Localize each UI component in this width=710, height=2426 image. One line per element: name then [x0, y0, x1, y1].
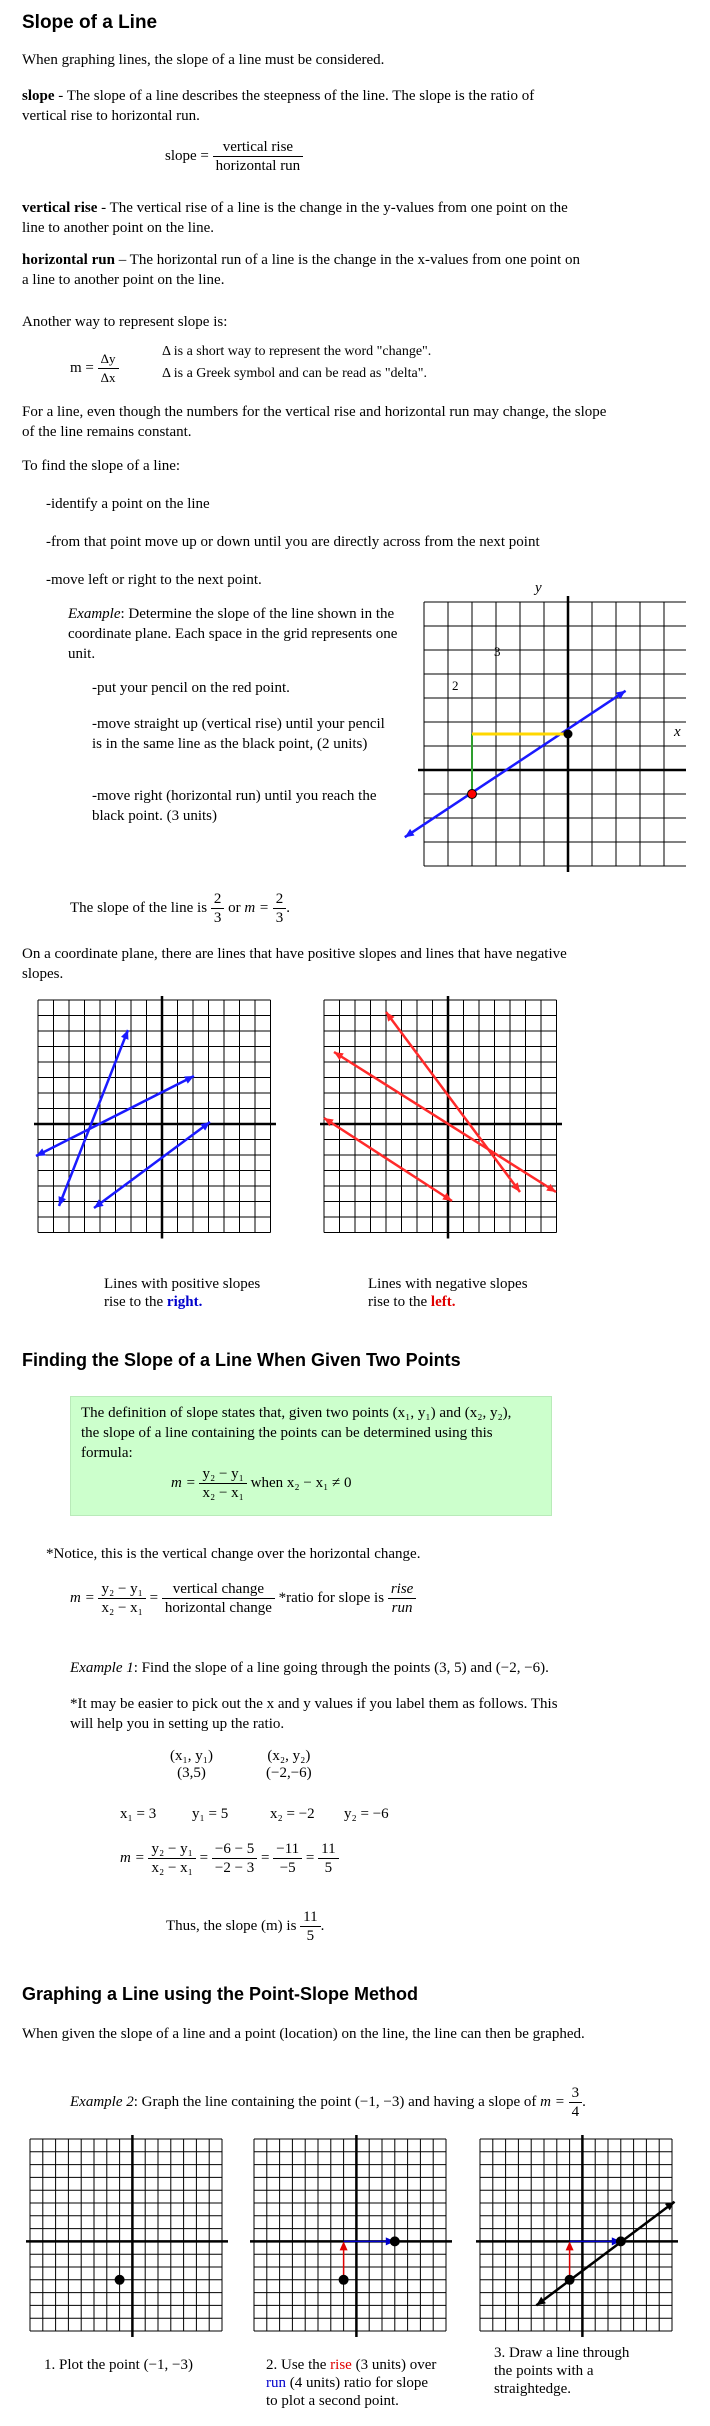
positive-slopes-graph	[34, 996, 276, 1246]
point-slope-intro: When given the slope of a line and a point (location) on the line, the line can then be graphed.	[22, 2026, 585, 2042]
computation-f4-den: 5	[324, 1860, 333, 1876]
ratio-den2: horizontal change	[164, 1600, 272, 1616]
example-label: Example	[68, 606, 121, 622]
computation-f2-num: −6 − 5	[212, 1840, 257, 1859]
step2-given-point	[339, 2275, 349, 2285]
constant-note: For a line, even though the numbers for the vertical rise and horizontal run may change, the slope of the line remains constant.	[22, 404, 607, 440]
y1-value: y₁ = 5	[192, 1806, 229, 1822]
step2-caption-rise: rise	[330, 2357, 352, 2373]
vertical-rise-text: - The vertical rise of a line is the change in the y-values from one point on the line to another point on the line.	[22, 200, 568, 236]
example-step-1: -put your pencil on the red point.	[92, 680, 290, 696]
step2-graph	[250, 2135, 452, 2337]
slope-formula-lhs: slope =	[165, 147, 209, 164]
ratio-num1: y₂ − y₁	[98, 1580, 145, 1599]
ratio-formula	[70, 1580, 416, 1617]
ratio-run: run	[388, 1598, 417, 1617]
negative-caption-prefix: rise to the	[368, 1294, 428, 1310]
page-title: Slope of a Line	[22, 12, 158, 33]
example1-problem: : Find the slope of a line going through the points (3, 5) and (−2, −6).	[133, 1660, 549, 1676]
positive-caption	[104, 1275, 260, 1311]
negative-caption-word: left.	[430, 1294, 456, 1310]
definition-line1: The definition of slope states that, given two points (x₁, y₁) and (x₂, y₂),	[81, 1405, 512, 1421]
example1-text	[70, 1658, 549, 1678]
example-step-2: -move straight up (vertical rise) until your pencil is in the same line as the black point, (2 units)	[92, 716, 385, 752]
example1-computation: m = $\frac{\text{y₂ − y₁}}{\text{x₂ − x₁}}$ = $\frac{-6 - 5}{-2 - 3}$ = $\frac{-11}{-5}$ = $\frac{11}{5}$	[120, 1840, 339, 1877]
example-x-axis-label: x	[674, 724, 681, 740]
slope-formula-numerator: vertical rise	[213, 138, 304, 157]
slope-result	[70, 890, 290, 927]
computation-f4-num: 11	[318, 1840, 338, 1859]
computation-m: m =	[120, 1849, 145, 1866]
example1-result: Thus, the slope (m) is $\frac{11}{5}$ .	[166, 1909, 325, 1944]
delta-formula-lhs: m =	[70, 359, 94, 376]
y2-value: y₂ = −6	[344, 1806, 389, 1822]
definition-line3: formula:	[81, 1445, 133, 1461]
ratio-eq: =	[149, 1589, 159, 1606]
horizontal-run-term: horizontal run	[22, 252, 115, 268]
x1-value: x₁ = 3	[120, 1806, 157, 1822]
horizontal-run-text: – The horizontal run of a line is the change in the x-values from one point on a line to another point on the line.	[22, 252, 580, 288]
example1-label: Example 1	[70, 1660, 134, 1676]
step3-graph	[476, 2135, 678, 2337]
example2-m: m =	[540, 2093, 565, 2110]
example-y-axis-label: y	[535, 580, 542, 596]
vertical-rise-term: vertical rise	[22, 200, 98, 216]
step3-caption-c: straightedge.	[494, 2381, 572, 2397]
negative-caption	[368, 1275, 528, 1311]
example-run-label: 3	[494, 644, 501, 659]
delta-formula	[70, 350, 119, 387]
notice-text: *Notice, this is the vertical change over the horizontal change.	[46, 1546, 421, 1562]
section3-title: Graphing a Line using the Point-Slope Method	[22, 1984, 418, 2004]
computation-f2-den: −2 − 3	[214, 1860, 255, 1876]
example-intro-text: : Determine the slope of the line shown in the coordinate plane. Each space in the grid represents one unit.	[68, 606, 398, 662]
example-coordinate-graph	[400, 580, 686, 876]
step2-caption-a: 2. Use the	[266, 2357, 327, 2373]
computation-f1-num: y₂ − y₁	[148, 1840, 195, 1859]
step3-rise-arrowhead	[566, 2241, 574, 2250]
slope-formula-denominator: horizontal run	[215, 158, 301, 174]
result-num: 11	[300, 1908, 320, 1927]
step2-caption-d: to plot a second point.	[266, 2393, 399, 2409]
definition-line2: the slope of a line containing the points can be determined using this	[81, 1425, 493, 1441]
horizontal-run-definition	[22, 250, 582, 290]
step2-caption-c: (4 units) ratio for slope	[289, 2375, 429, 2391]
ratio-note: *ratio for slope is	[278, 1589, 385, 1606]
result-den: 5	[306, 1928, 315, 1944]
slope-result-den-2: 3	[275, 910, 284, 926]
step1-caption: 1. Plot the point (−1, −3)	[44, 2357, 193, 2373]
example1-tip-2: will help you in setting up the ratio.	[70, 1716, 285, 1732]
delta-note-2: Δ is a Greek symbol and can be read as "delta".	[162, 366, 427, 381]
slope-result-num: 2	[211, 890, 225, 909]
definition-condition: when x₂ − x₁ ≠ 0	[250, 1474, 352, 1491]
definition-den: x₂ − x₁	[202, 1485, 244, 1501]
definition-box	[70, 1396, 552, 1516]
point1-label: (x₁, y₁)	[170, 1748, 213, 1764]
example2-problem: : Graph the line containing the point (−1, −3) and having a slope of	[133, 2093, 537, 2110]
delta-note-1: Δ is a short way to represent the word "change".	[162, 344, 432, 359]
definition-m: m =	[171, 1474, 196, 1491]
step3-caption-a: 3. Draw a line through	[494, 2345, 630, 2361]
slope-result-or: or	[228, 899, 241, 916]
point2-labels	[266, 1748, 312, 1782]
step3-caption	[494, 2344, 629, 2398]
slope-result-prefix: The slope of the line is	[70, 899, 208, 916]
example-step-3: -move right (horizontal run) until you reach the black point. (3 units)	[92, 788, 377, 824]
negative-caption-line1: Lines with negative slopes	[368, 1276, 528, 1292]
step-1: -identify a point on the line	[46, 496, 210, 512]
ratio-den1: x₂ − x₁	[101, 1600, 143, 1616]
positive-caption-line1: Lines with positive slopes	[104, 1276, 261, 1292]
pos-neg-intro: On a coordinate plane, there are lines that have positive slopes and lines that have negative slopes.	[22, 946, 567, 982]
x2-value: x₂ = −2	[270, 1806, 315, 1822]
delta-formula-numerator: Δy	[98, 350, 119, 369]
computation-f3-num: −11	[273, 1840, 302, 1859]
section2-title: Finding the Slope of a Line When Given Two Points	[22, 1350, 461, 1370]
another-way-text: Another way to represent slope is:	[22, 314, 228, 330]
slope-term: slope	[22, 88, 55, 104]
slope-result-m: m =	[244, 899, 270, 916]
ratio-num2: vertical change	[162, 1580, 275, 1599]
slope-result-num-2: 2	[273, 890, 287, 909]
point1-value: (3,5)	[177, 1765, 206, 1781]
positive-caption-prefix: rise to the	[104, 1294, 164, 1310]
step3-given-point	[565, 2275, 575, 2285]
negative-slopes-graph	[320, 996, 562, 1246]
example2-num: 3	[569, 2084, 583, 2103]
point2-value: (−2,−6)	[266, 1765, 312, 1781]
intro-text: When graphing lines, the slope of a line must be considered.	[22, 52, 385, 68]
step2-caption-run: run	[266, 2375, 286, 2391]
to-find-text: To find the slope of a line:	[22, 458, 181, 474]
result-prefix: Thus, the slope (m) is	[166, 1917, 297, 1934]
definition-num: y₂ − y₁	[199, 1465, 246, 1484]
step1-given-point	[115, 2275, 125, 2285]
slope-definition-text: - The slope of a line describes the steepness of the line. The slope is the ratio of vertical rise to horizontal run.	[22, 88, 535, 124]
example2-label: Example 2	[70, 2093, 134, 2110]
slope-formula	[165, 138, 303, 175]
step1-graph	[26, 2135, 228, 2337]
positive-caption-word: right.	[166, 1294, 203, 1310]
negative-line-1	[386, 1012, 520, 1192]
slope-result-end: .	[286, 899, 291, 916]
delta-formula-denominator: Δx	[100, 370, 116, 385]
step2-rise-arrowhead	[340, 2241, 348, 2250]
slope-result-den: 3	[213, 910, 222, 926]
step-3: -move left or right to the next point.	[46, 572, 262, 588]
definition-formula	[171, 1465, 352, 1502]
example-black-point	[564, 730, 573, 739]
ratio-rise: rise	[390, 1581, 414, 1597]
computation-f3-den: −5	[279, 1860, 296, 1876]
example2-den: 4	[571, 2104, 580, 2120]
slope-definition	[22, 86, 582, 126]
example1-tip-1: *It may be easier to pick out the x and y values if you label them as follows. This	[70, 1696, 558, 1712]
step3-caption-b: the points with a	[494, 2363, 594, 2379]
step2-caption-b: (3 units) over	[355, 2357, 437, 2373]
example-red-point	[468, 790, 477, 799]
step2-second-point	[390, 2236, 400, 2246]
ratio-m: m =	[70, 1589, 95, 1606]
vertical-rise-definition	[22, 198, 582, 238]
example2-text: Example 2: Graph the line containing the point (−1, −3) and having a slope of m = $\frac{3}{4}$ .	[70, 2085, 586, 2120]
computation-f1-den: x₂ − x₁	[151, 1860, 193, 1876]
step-2: -from that point move up or down until you are directly across from the next point	[46, 534, 540, 550]
example-intro	[68, 604, 408, 664]
example-rise-label: 2	[452, 678, 459, 693]
point1-labels	[170, 1748, 213, 1782]
step2-caption	[266, 2356, 436, 2410]
point2-label: (x₂, y₂)	[267, 1748, 311, 1764]
